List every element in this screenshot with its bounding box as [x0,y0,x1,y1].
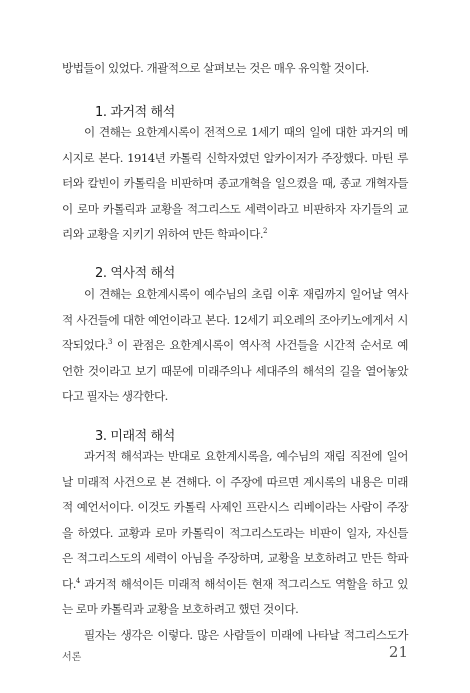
paragraph-line [62,333,408,359]
paragraph-line-text: 과거적 해석이든 미래적 해석이든 현재 적그리스도 역할을 하고 있 [79,576,408,591]
paragraph-line-text: 리와 교황을 지키기 위하여 만든 학파이다. [62,227,264,241]
paragraph-line: 는 로마 카톨릭과 교황을 보호하려고 했던 것이다. [62,602,299,616]
footnote-marker: 3 [107,338,112,347]
paragraph-line-text: 작되었다. [62,338,108,352]
paragraph-line: 적 사건들에 대한 예언이라고 본다. 12세기 피오레의 조아키노에게서 시 [62,312,408,327]
paragraph-line: 이 견해는 요한계시록이 예수님의 초림 이후 재림까지 일어날 역사 [84,287,408,301]
paragraph-line: 터와 칼빈이 카톨릭을 비판하며 종교개혁을 일으켰을 때, 종교 개혁자들 [62,176,408,190]
footnote-marker: 2 [263,227,267,236]
paragraph-line: 적 예언서이다. 이것도 카톨릭 사제인 프란시스 리베이라는 사람이 주장 [62,500,408,514]
page-number: 21 [388,643,408,661]
paragraph-line-text: 다. [62,576,76,591]
paragraph-line: 을 하였다. 교황과 로마 카톨릭이 적그리스도라는 비판이 일자, 자신들 [62,525,408,540]
section-heading-futurist: 3. 미래적 해석 [95,429,175,444]
paragraph-line: 필자는 생각은 이렇다. 많은 사람들이 미래에 나타날 적그리스도가 [84,627,408,642]
paragraph-line: 다고 필자는 생각한다. [62,389,168,403]
footnote-marker: 4 [75,576,80,585]
paragraph-line: 날 미래적 사건으로 본 견해다. 이 주장에 따르면 계시록의 내용은 미래 [62,474,408,489]
section-futurist-body [62,444,408,648]
paragraph-line: 언한 것이라고 보기 때문에 미래주의나 세대주의 해석의 길을 열어놓았 [62,363,408,378]
paragraph-line-text: 이 관점은 요한계시록이 역사적 사건들을 시간적 순서로 예 [111,338,408,352]
intro-paragraph [62,56,408,82]
paragraph-line: 시지로 본다. 1914년 카톨릭 신학자였던 알카이저가 주장했다. 마틴 루 [62,150,408,165]
paragraph-line: 과거적 해석과는 반대로 요한계시록을, 예수님의 재림 직전에 일어 [84,449,408,463]
paragraph-line: 이 로마 카톨릭과 교황을 적그리스도 세력이라고 비판하자 자기들의 교 [62,201,408,216]
section-historical-body [62,282,408,410]
paragraph-line: 은 적그리스도의 세력이 아님을 주장하며, 교황을 보호하려고 만든 학파 [62,551,408,565]
running-footer-section: 서론 [62,652,82,663]
section-past-body [62,120,408,248]
paragraph-line [62,222,408,248]
section-heading-past: 1. 과거적 해석 [95,105,175,120]
paragraph-line [62,572,408,598]
paragraph-line: 방법들이 있었다. 개괄적으로 살펴보는 것은 매우 유익할 것이다. [62,61,369,75]
section-heading-historical: 2. 역사적 해석 [95,266,175,281]
paragraph-line: 이 견해는 요한계시록이 전적으로 1세기 때의 일에 대한 과거의 메 [84,125,408,139]
